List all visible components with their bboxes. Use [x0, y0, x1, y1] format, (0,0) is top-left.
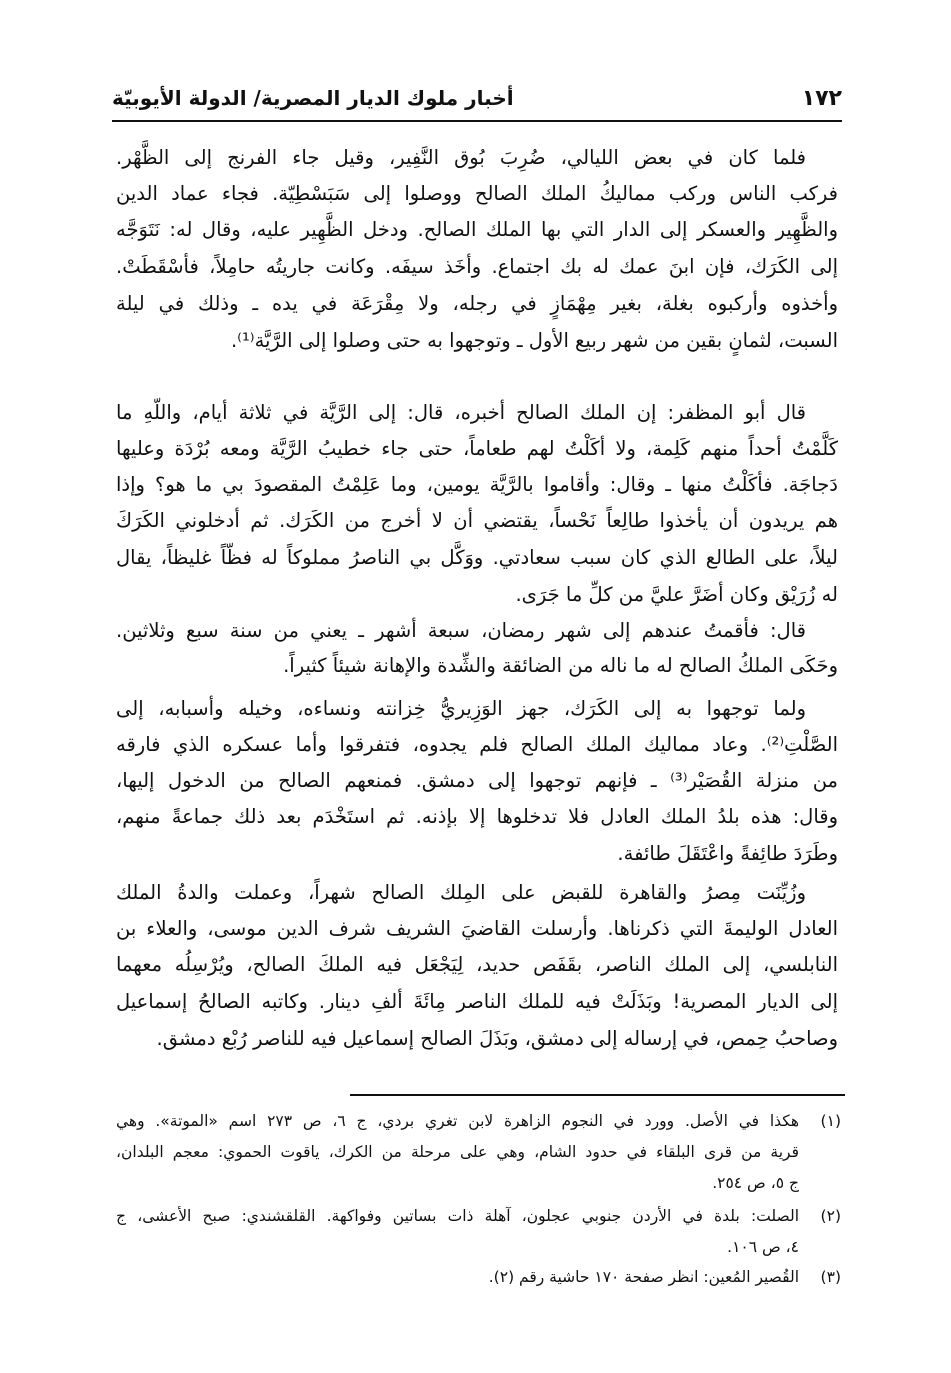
- text-line: النابلسي، إلى الملك الناصر، بقَفَص حديد، لِيَجْعَل فيه الملكَ الصالح، ويُرْسِلُه معهما: [116, 953, 838, 976]
- text-line: قال أبو المظفر: إن الملك الصالح أخبره، قال: إلى الرَّيَّة في ثلاثة أيام، واللّهِ ما: [116, 401, 806, 424]
- text-line: إلى الديار المصرية! وبَذَلَتْ فيه للملك الناصر مِائَةَ ألفِ دينار. وكاتبه الصالحُ إسماعيل: [116, 990, 838, 1013]
- text-line: فركب الناس وركب مماليكُ الملك الصالح ووصلوا إلى سَبَسْطِيّة. فجاء عماد الدين: [116, 182, 838, 205]
- footnote-line: [116, 1108, 841, 1134]
- text-line: وصاحبُ حِمص، في إرساله إلى دمشق، وبَذَلَ الصالح إسماعيل فيه للناصر رُبْع دمشق.: [156, 1027, 838, 1050]
- footnote-line: [116, 1264, 841, 1290]
- text-line: والظَّهِير والعسكر إلى الدار التي بها الملك الصالح. ودخل الظَّهِير عليه، وقال له: نَتَوَجَّه: [116, 218, 838, 241]
- text-line: وأخذوه وأركبوه بغلة، بغير مِهْمَازٍ في رجله، ولا مِقْرَعَة في يده ـ وذلك في ليلة: [116, 292, 838, 315]
- text-line: دَجاجَة. فأكَلْتُ منها ـ وقال: وأقاموا بالرَّيَّة يومين، وما عَلِمْتُ المقصودَ بي ما هو؟ وإذا: [116, 473, 838, 496]
- text-line: وطَرَدَ طائِفةً واعْتَقَلَ طائفة.: [617, 842, 838, 865]
- page-header: [112, 86, 842, 116]
- text-line: ولما توجهوا به إلى الكَرَك، جهز الوَزِيريُّ خِزانته ونساءه، وخيله وأسبابه، إلى: [116, 697, 806, 720]
- header-rule: [112, 120, 842, 122]
- footnote-text: القُصير المُعين: انظر صفحة ١٧٠ حاشية رقم (٢).: [488, 1268, 799, 1286]
- running-title: أخبار ملوك الديار المصرية/ الدولة الأيوبيّة: [112, 86, 514, 110]
- footnote-line: [116, 1139, 841, 1165]
- text-line: فلما كان في بعض الليالي، ضُرِبَ بُوق النَّفِير، وقيل جاء الفرنج إلى الظَّهْر.: [116, 146, 806, 169]
- footnote-line: [116, 1170, 841, 1196]
- footnote-line: [116, 1234, 841, 1260]
- text-line: وزُيِّنَت مِصرُ والقاهرة للقبض على المِلك الصالح شهراً، وعملت والدةُ الملك: [116, 881, 806, 904]
- text-line: وقال: هذه بلدُ الملك العادل فلا تدخلوها إلا بإذنه. ثم استَخْدَم بعد ذلك جماعةً منهم،: [116, 805, 838, 828]
- text-line: من منزلة القُصَيْر⁽³⁾ ـ فإنهم توجهوا إلى دمشق. فمنعهم الصالح من الدخول إليها،: [116, 769, 838, 792]
- footnote-text: ٤، ص ١٠٦.: [727, 1238, 799, 1256]
- footnote-text: ج ٥، ص ٢٥٤.: [712, 1174, 799, 1192]
- footnote-line: [116, 1203, 841, 1229]
- text-line: السبت، لثمانٍ بقين من شهر ربيع الأول ـ وتوجهوا به حتى وصلوا إلى الرَّيَّة⁽¹⁾.: [230, 329, 838, 352]
- footnote-text: الصلت: بلدة في الأردن جنوبي عجلون، آهلة ذات بساتين وفواكهة. القلقشندي: صبح الأعشى، ج: [116, 1207, 799, 1225]
- text-line: إلى الكَرَك، فإن ابنَ عمك له بك اجتماع. وأخَذ سيفَه. وكانت جاريتُه حامِلاً، فأسْقَطَتْ.: [116, 255, 838, 278]
- footnote-rule: [350, 1094, 845, 1096]
- text-line: العادل الوليمةَ التي ذكرناها. وأرسلت القاضيَ الشريف شرف الدين موسى، والعلاء بن: [116, 917, 838, 940]
- text-line: الصَّلْتِ⁽²⁾. وعاد مماليك الملك الصالح فلم يجدوه، فتفرقوا وأما عسكره الذي فارقه: [116, 733, 838, 756]
- text-line: ليلاً، على الطالع الذي كان سبب سعادتي. ووَكَّل بي الناصرُ مملوكاً له فظّاً غليظاً، يقال: [116, 546, 838, 569]
- text-line: له زُرَيْق وكان أضَرَّ عليَّ من كلِّ ما جَرَى.: [515, 583, 838, 606]
- footnote-number: (٢): [820, 1207, 841, 1225]
- text-line: قال: فأقمتُ عندهم إلى شهر رمضان، سبعة أشهر ـ يعني من سنة سبع وثلاثين.: [116, 619, 806, 642]
- footnote-number: (١): [820, 1112, 841, 1130]
- text-line: وحَكَى الملكُ الصالح له ما ناله من الضائقة والشِّدة والإهانة شيئاً كثيراً.: [283, 654, 838, 677]
- footnote-text: هكذا في الأصل. وورد في النجوم الزاهرة لابن تغري بردي، ج ٦، ص ٢٧٣ اسم «الموتة». وهي: [116, 1112, 800, 1130]
- footnote-text: قرية من قرى البلقاء في حدود الشام، وهي على مرحلة من الكرك، ياقوت الحموي: معجم البلدان،: [116, 1143, 799, 1161]
- text-line: هم يريدون أن يأخذوا طالِعاً نَحْساً، يقتضي أن لا أخرج من الكَرَك. ثم أدخلوني الكَرَكَ: [116, 509, 838, 532]
- text-line: كَلَّمْتُ أحداً منهم كَلِمة، ولا أكَلْتُ لهم طعاماً، حتى جاء خطيبُ الرَّيَّة ومعه بُرْدَة وعليها: [116, 437, 838, 460]
- page-number: ١٧٢: [801, 86, 842, 111]
- footnote-number: (٣): [820, 1268, 841, 1286]
